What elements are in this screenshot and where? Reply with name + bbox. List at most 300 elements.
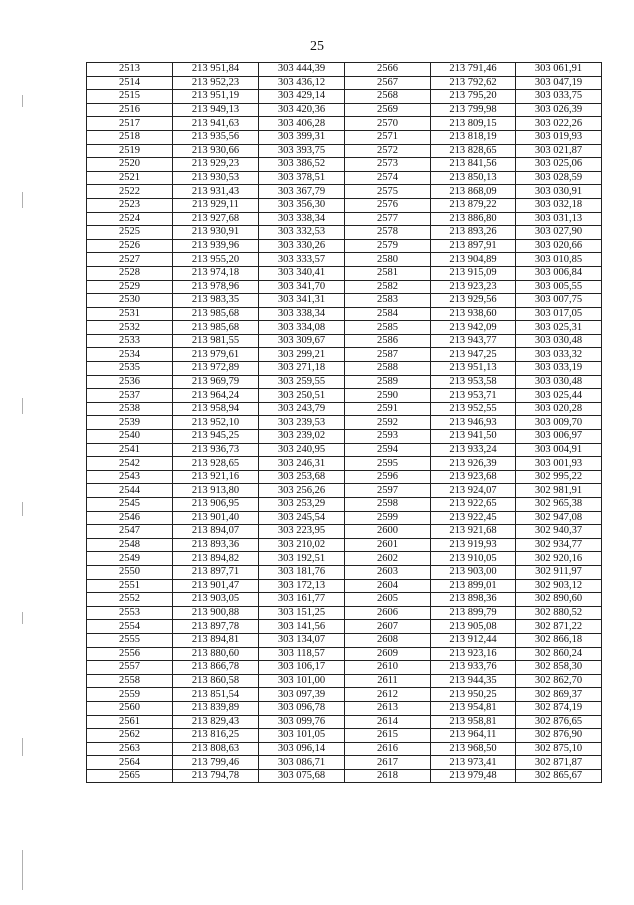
table-row — [87, 620, 602, 634]
point-number-cell: 2564 — [87, 756, 173, 770]
x-coordinate-cell: 213 799,46 — [173, 756, 259, 770]
table-row — [87, 565, 602, 579]
point-number-cell: 2597 — [345, 484, 431, 498]
point-number-cell: 2561 — [87, 715, 173, 729]
point-number-cell: 2605 — [345, 593, 431, 607]
x-coordinate-cell: 213 897,91 — [431, 239, 516, 253]
x-coordinate-cell: 213 829,43 — [173, 715, 259, 729]
y-coordinate-cell: 303 378,51 — [259, 171, 345, 185]
x-coordinate-cell: 213 928,65 — [173, 457, 259, 471]
y-coordinate-cell: 303 004,91 — [516, 443, 602, 457]
x-coordinate-cell: 213 799,98 — [431, 103, 516, 117]
y-coordinate-cell: 303 386,52 — [259, 158, 345, 172]
y-coordinate-cell: 303 309,67 — [259, 334, 345, 348]
y-coordinate-cell: 302 981,91 — [516, 484, 602, 498]
x-coordinate-cell: 213 950,25 — [431, 688, 516, 702]
table-row — [87, 253, 602, 267]
y-coordinate-cell: 302 862,70 — [516, 674, 602, 688]
y-coordinate-cell: 303 338,34 — [259, 212, 345, 226]
x-coordinate-cell: 213 943,77 — [431, 334, 516, 348]
x-coordinate-cell: 213 903,05 — [173, 593, 259, 607]
point-number-cell: 2529 — [87, 280, 173, 294]
point-number-cell: 2558 — [87, 674, 173, 688]
point-number-cell: 2575 — [345, 185, 431, 199]
x-coordinate-cell: 213 947,25 — [431, 348, 516, 362]
y-coordinate-cell: 303 027,90 — [516, 226, 602, 240]
x-coordinate-cell: 213 941,63 — [173, 117, 259, 131]
point-number-cell: 2562 — [87, 729, 173, 743]
y-coordinate-cell: 302 876,90 — [516, 729, 602, 743]
table-row — [87, 198, 602, 212]
x-coordinate-cell: 213 983,35 — [173, 294, 259, 308]
table-row — [87, 307, 602, 321]
point-number-cell: 2522 — [87, 185, 173, 199]
table-row — [87, 239, 602, 253]
table-row — [87, 443, 602, 457]
x-coordinate-cell: 213 951,13 — [431, 362, 516, 376]
coordinates-table-body — [87, 63, 602, 783]
table-row — [87, 606, 602, 620]
point-number-cell: 2560 — [87, 701, 173, 715]
y-coordinate-cell: 303 246,31 — [259, 457, 345, 471]
x-coordinate-cell: 213 921,16 — [173, 470, 259, 484]
point-number-cell: 2551 — [87, 579, 173, 593]
point-number-cell: 2602 — [345, 552, 431, 566]
point-number-cell: 2582 — [345, 280, 431, 294]
y-coordinate-cell: 303 256,26 — [259, 484, 345, 498]
y-coordinate-cell: 303 009,70 — [516, 416, 602, 430]
point-number-cell: 2525 — [87, 226, 173, 240]
point-number-cell: 2519 — [87, 144, 173, 158]
point-number-cell: 2573 — [345, 158, 431, 172]
x-coordinate-cell: 213 933,76 — [431, 661, 516, 675]
x-coordinate-cell: 213 841,56 — [431, 158, 516, 172]
point-number-cell: 2563 — [87, 742, 173, 756]
y-coordinate-cell: 303 239,02 — [259, 430, 345, 444]
y-coordinate-cell: 303 086,71 — [259, 756, 345, 770]
point-number-cell: 2524 — [87, 212, 173, 226]
table-row — [87, 769, 602, 783]
y-coordinate-cell: 303 025,44 — [516, 389, 602, 403]
y-coordinate-cell: 303 028,59 — [516, 171, 602, 185]
x-coordinate-cell: 213 923,23 — [431, 280, 516, 294]
y-coordinate-cell: 303 332,53 — [259, 226, 345, 240]
point-number-cell: 2584 — [345, 307, 431, 321]
point-number-cell: 2542 — [87, 457, 173, 471]
x-coordinate-cell: 213 923,68 — [431, 470, 516, 484]
x-coordinate-cell: 213 922,45 — [431, 511, 516, 525]
table-row — [87, 348, 602, 362]
point-number-cell: 2534 — [87, 348, 173, 362]
y-coordinate-cell: 302 995,22 — [516, 470, 602, 484]
x-coordinate-cell: 213 879,22 — [431, 198, 516, 212]
table-row — [87, 334, 602, 348]
table-row — [87, 511, 602, 525]
y-coordinate-cell: 303 106,17 — [259, 661, 345, 675]
table-row — [87, 470, 602, 484]
table-row — [87, 130, 602, 144]
point-number-cell: 2595 — [345, 457, 431, 471]
y-coordinate-cell: 303 192,51 — [259, 552, 345, 566]
y-coordinate-cell: 303 075,68 — [259, 769, 345, 783]
y-coordinate-cell: 303 005,55 — [516, 280, 602, 294]
y-coordinate-cell: 302 860,24 — [516, 647, 602, 661]
y-coordinate-cell: 303 367,79 — [259, 185, 345, 199]
point-number-cell: 2535 — [87, 362, 173, 376]
x-coordinate-cell: 213 930,53 — [173, 171, 259, 185]
x-coordinate-cell: 213 792,62 — [431, 76, 516, 90]
table-row — [87, 593, 602, 607]
y-coordinate-cell: 303 333,57 — [259, 253, 345, 267]
y-coordinate-cell: 302 858,30 — [516, 661, 602, 675]
y-coordinate-cell: 303 033,32 — [516, 348, 602, 362]
x-coordinate-cell: 213 905,08 — [431, 620, 516, 634]
x-coordinate-cell: 213 899,79 — [431, 606, 516, 620]
point-number-cell: 2549 — [87, 552, 173, 566]
table-row — [87, 715, 602, 729]
y-coordinate-cell: 303 101,00 — [259, 674, 345, 688]
x-coordinate-cell: 213 955,20 — [173, 253, 259, 267]
point-number-cell: 2552 — [87, 593, 173, 607]
x-coordinate-cell: 213 901,40 — [173, 511, 259, 525]
x-coordinate-cell: 213 919,93 — [431, 538, 516, 552]
point-number-cell: 2526 — [87, 239, 173, 253]
table-row — [87, 484, 602, 498]
x-coordinate-cell: 213 894,82 — [173, 552, 259, 566]
y-coordinate-cell: 302 880,52 — [516, 606, 602, 620]
table-row — [87, 661, 602, 675]
x-coordinate-cell: 213 791,46 — [431, 63, 516, 77]
point-number-cell: 2569 — [345, 103, 431, 117]
point-number-cell: 2533 — [87, 334, 173, 348]
y-coordinate-cell: 303 030,48 — [516, 375, 602, 389]
y-coordinate-cell: 303 356,30 — [259, 198, 345, 212]
table-row — [87, 552, 602, 566]
x-coordinate-cell: 213 926,39 — [431, 457, 516, 471]
x-coordinate-cell: 213 898,36 — [431, 593, 516, 607]
point-number-cell: 2532 — [87, 321, 173, 335]
point-number-cell: 2572 — [345, 144, 431, 158]
x-coordinate-cell: 213 866,78 — [173, 661, 259, 675]
y-coordinate-cell: 302 890,60 — [516, 593, 602, 607]
x-coordinate-cell: 213 931,43 — [173, 185, 259, 199]
y-coordinate-cell: 303 026,39 — [516, 103, 602, 117]
point-number-cell: 2587 — [345, 348, 431, 362]
x-coordinate-cell: 213 929,23 — [173, 158, 259, 172]
y-coordinate-cell: 303 330,26 — [259, 239, 345, 253]
point-number-cell: 2565 — [87, 769, 173, 783]
point-number-cell: 2554 — [87, 620, 173, 634]
point-number-cell: 2557 — [87, 661, 173, 675]
y-coordinate-cell: 302 876,65 — [516, 715, 602, 729]
y-coordinate-cell: 302 940,37 — [516, 525, 602, 539]
y-coordinate-cell: 303 259,55 — [259, 375, 345, 389]
y-coordinate-cell: 303 118,57 — [259, 647, 345, 661]
x-coordinate-cell: 213 893,26 — [431, 226, 516, 240]
point-number-cell: 2594 — [345, 443, 431, 457]
x-coordinate-cell: 213 938,60 — [431, 307, 516, 321]
y-coordinate-cell: 303 022,26 — [516, 117, 602, 131]
table-row — [87, 144, 602, 158]
x-coordinate-cell: 213 942,09 — [431, 321, 516, 335]
y-coordinate-cell: 302 903,12 — [516, 579, 602, 593]
x-coordinate-cell: 213 818,19 — [431, 130, 516, 144]
y-coordinate-cell: 303 134,07 — [259, 633, 345, 647]
y-coordinate-cell: 302 865,67 — [516, 769, 602, 783]
point-number-cell: 2591 — [345, 402, 431, 416]
point-number-cell: 2583 — [345, 294, 431, 308]
y-coordinate-cell: 303 020,28 — [516, 402, 602, 416]
point-number-cell: 2571 — [345, 130, 431, 144]
y-coordinate-cell: 303 061,91 — [516, 63, 602, 77]
point-number-cell: 2579 — [345, 239, 431, 253]
x-coordinate-cell: 213 828,65 — [431, 144, 516, 158]
point-number-cell: 2555 — [87, 633, 173, 647]
point-number-cell: 2540 — [87, 430, 173, 444]
point-number-cell: 2578 — [345, 226, 431, 240]
x-coordinate-cell: 213 894,07 — [173, 525, 259, 539]
y-coordinate-cell: 303 406,28 — [259, 117, 345, 131]
table-row — [87, 117, 602, 131]
y-coordinate-cell: 303 032,18 — [516, 198, 602, 212]
scan-margin-mark — [22, 738, 23, 756]
table-row — [87, 63, 602, 77]
x-coordinate-cell: 213 922,65 — [431, 498, 516, 512]
y-coordinate-cell: 302 871,87 — [516, 756, 602, 770]
x-coordinate-cell: 213 930,66 — [173, 144, 259, 158]
x-coordinate-cell: 213 979,48 — [431, 769, 516, 783]
y-coordinate-cell: 303 245,54 — [259, 511, 345, 525]
x-coordinate-cell: 213 850,13 — [431, 171, 516, 185]
point-number-cell: 2550 — [87, 565, 173, 579]
y-coordinate-cell: 302 934,77 — [516, 538, 602, 552]
point-number-cell: 2614 — [345, 715, 431, 729]
table-row — [87, 158, 602, 172]
y-coordinate-cell: 303 151,25 — [259, 606, 345, 620]
y-coordinate-cell: 303 033,19 — [516, 362, 602, 376]
x-coordinate-cell: 213 912,44 — [431, 633, 516, 647]
y-coordinate-cell: 303 341,31 — [259, 294, 345, 308]
table-row — [87, 402, 602, 416]
table-row — [87, 498, 602, 512]
y-coordinate-cell: 302 875,10 — [516, 742, 602, 756]
point-number-cell: 2538 — [87, 402, 173, 416]
table-row — [87, 294, 602, 308]
y-coordinate-cell: 303 097,39 — [259, 688, 345, 702]
y-coordinate-cell: 303 243,79 — [259, 402, 345, 416]
x-coordinate-cell: 213 949,13 — [173, 103, 259, 117]
y-coordinate-cell: 303 010,85 — [516, 253, 602, 267]
x-coordinate-cell: 213 910,05 — [431, 552, 516, 566]
point-number-cell: 2611 — [345, 674, 431, 688]
scan-margin-mark — [22, 95, 23, 107]
point-number-cell: 2596 — [345, 470, 431, 484]
y-coordinate-cell: 303 210,02 — [259, 538, 345, 552]
x-coordinate-cell: 213 851,54 — [173, 688, 259, 702]
table-row — [87, 701, 602, 715]
x-coordinate-cell: 213 951,84 — [173, 63, 259, 77]
point-number-cell: 2513 — [87, 63, 173, 77]
x-coordinate-cell: 213 894,81 — [173, 633, 259, 647]
x-coordinate-cell: 213 944,35 — [431, 674, 516, 688]
x-coordinate-cell: 213 860,58 — [173, 674, 259, 688]
x-coordinate-cell: 213 795,20 — [431, 90, 516, 104]
x-coordinate-cell: 213 901,47 — [173, 579, 259, 593]
x-coordinate-cell: 213 953,71 — [431, 389, 516, 403]
point-number-cell: 2580 — [345, 253, 431, 267]
table-row — [87, 688, 602, 702]
point-number-cell: 2521 — [87, 171, 173, 185]
table-row — [87, 362, 602, 376]
y-coordinate-cell: 303 340,41 — [259, 266, 345, 280]
y-coordinate-cell: 303 334,08 — [259, 321, 345, 335]
scan-margin-mark — [22, 398, 23, 414]
x-coordinate-cell: 213 979,61 — [173, 348, 259, 362]
x-coordinate-cell: 213 816,25 — [173, 729, 259, 743]
point-number-cell: 2559 — [87, 688, 173, 702]
point-number-cell: 2515 — [87, 90, 173, 104]
point-number-cell: 2593 — [345, 430, 431, 444]
x-coordinate-cell: 213 893,36 — [173, 538, 259, 552]
x-coordinate-cell: 213 897,71 — [173, 565, 259, 579]
x-coordinate-cell: 213 899,01 — [431, 579, 516, 593]
table-row — [87, 389, 602, 403]
table-row — [87, 729, 602, 743]
point-number-cell: 2544 — [87, 484, 173, 498]
x-coordinate-cell: 213 981,55 — [173, 334, 259, 348]
y-coordinate-cell: 302 874,19 — [516, 701, 602, 715]
table-row — [87, 674, 602, 688]
point-number-cell: 2615 — [345, 729, 431, 743]
point-number-cell: 2604 — [345, 579, 431, 593]
page-number: 25 — [310, 39, 324, 54]
y-coordinate-cell: 303 341,70 — [259, 280, 345, 294]
y-coordinate-cell: 303 393,75 — [259, 144, 345, 158]
point-number-cell: 2603 — [345, 565, 431, 579]
y-coordinate-cell: 303 271,18 — [259, 362, 345, 376]
table-row — [87, 266, 602, 280]
x-coordinate-cell: 213 913,80 — [173, 484, 259, 498]
point-number-cell: 2599 — [345, 511, 431, 525]
table-row — [87, 742, 602, 756]
y-coordinate-cell: 302 866,18 — [516, 633, 602, 647]
x-coordinate-cell: 213 915,09 — [431, 266, 516, 280]
y-coordinate-cell: 302 947,08 — [516, 511, 602, 525]
x-coordinate-cell: 213 974,18 — [173, 266, 259, 280]
point-number-cell: 2598 — [345, 498, 431, 512]
y-coordinate-cell: 303 239,53 — [259, 416, 345, 430]
table-row — [87, 430, 602, 444]
table-row — [87, 579, 602, 593]
table-row — [87, 280, 602, 294]
point-number-cell: 2520 — [87, 158, 173, 172]
y-coordinate-cell: 303 033,75 — [516, 90, 602, 104]
x-coordinate-cell: 213 903,00 — [431, 565, 516, 579]
y-coordinate-cell: 303 223,95 — [259, 525, 345, 539]
table-row — [87, 633, 602, 647]
x-coordinate-cell: 213 972,89 — [173, 362, 259, 376]
point-number-cell: 2537 — [87, 389, 173, 403]
x-coordinate-cell: 213 953,58 — [431, 375, 516, 389]
point-number-cell: 2568 — [345, 90, 431, 104]
point-number-cell: 2536 — [87, 375, 173, 389]
point-number-cell: 2518 — [87, 130, 173, 144]
x-coordinate-cell: 213 946,93 — [431, 416, 516, 430]
y-coordinate-cell: 303 436,12 — [259, 76, 345, 90]
point-number-cell: 2618 — [345, 769, 431, 783]
x-coordinate-cell: 213 933,24 — [431, 443, 516, 457]
y-coordinate-cell: 303 299,21 — [259, 348, 345, 362]
x-coordinate-cell: 213 939,96 — [173, 239, 259, 253]
y-coordinate-cell: 303 253,68 — [259, 470, 345, 484]
point-number-cell: 2601 — [345, 538, 431, 552]
point-number-cell: 2581 — [345, 266, 431, 280]
x-coordinate-cell: 213 808,63 — [173, 742, 259, 756]
scan-margin-mark — [22, 192, 23, 208]
table-row — [87, 76, 602, 90]
x-coordinate-cell: 213 921,68 — [431, 525, 516, 539]
point-number-cell: 2530 — [87, 294, 173, 308]
y-coordinate-cell: 303 253,29 — [259, 498, 345, 512]
table-row — [87, 457, 602, 471]
y-coordinate-cell: 303 429,14 — [259, 90, 345, 104]
point-number-cell: 2617 — [345, 756, 431, 770]
table-row — [87, 416, 602, 430]
point-number-cell: 2567 — [345, 76, 431, 90]
point-number-cell: 2608 — [345, 633, 431, 647]
point-number-cell: 2600 — [345, 525, 431, 539]
table-row — [87, 321, 602, 335]
y-coordinate-cell: 303 096,78 — [259, 701, 345, 715]
point-number-cell: 2576 — [345, 198, 431, 212]
table-row — [87, 185, 602, 199]
point-number-cell: 2566 — [345, 63, 431, 77]
y-coordinate-cell: 303 006,84 — [516, 266, 602, 280]
point-number-cell: 2607 — [345, 620, 431, 634]
x-coordinate-cell: 213 897,78 — [173, 620, 259, 634]
y-coordinate-cell: 303 181,76 — [259, 565, 345, 579]
x-coordinate-cell: 213 809,15 — [431, 117, 516, 131]
point-number-cell: 2574 — [345, 171, 431, 185]
table-row — [87, 226, 602, 240]
x-coordinate-cell: 213 941,50 — [431, 430, 516, 444]
coordinates-table — [86, 62, 602, 783]
point-number-cell: 2517 — [87, 117, 173, 131]
x-coordinate-cell: 213 964,24 — [173, 389, 259, 403]
x-coordinate-cell: 213 880,60 — [173, 647, 259, 661]
y-coordinate-cell: 303 172,13 — [259, 579, 345, 593]
point-number-cell: 2527 — [87, 253, 173, 267]
point-number-cell: 2588 — [345, 362, 431, 376]
y-coordinate-cell: 303 025,31 — [516, 321, 602, 335]
x-coordinate-cell: 213 930,91 — [173, 226, 259, 240]
y-coordinate-cell: 303 020,66 — [516, 239, 602, 253]
y-coordinate-cell: 303 001,93 — [516, 457, 602, 471]
x-coordinate-cell: 213 958,94 — [173, 402, 259, 416]
scan-margin-mark — [22, 612, 23, 624]
x-coordinate-cell: 213 958,81 — [431, 715, 516, 729]
y-coordinate-cell: 303 096,14 — [259, 742, 345, 756]
y-coordinate-cell: 302 871,22 — [516, 620, 602, 634]
x-coordinate-cell: 213 924,07 — [431, 484, 516, 498]
point-number-cell: 2539 — [87, 416, 173, 430]
y-coordinate-cell: 303 017,05 — [516, 307, 602, 321]
y-coordinate-cell: 303 141,56 — [259, 620, 345, 634]
point-number-cell: 2545 — [87, 498, 173, 512]
point-number-cell: 2606 — [345, 606, 431, 620]
point-number-cell: 2548 — [87, 538, 173, 552]
x-coordinate-cell: 213 794,78 — [173, 769, 259, 783]
